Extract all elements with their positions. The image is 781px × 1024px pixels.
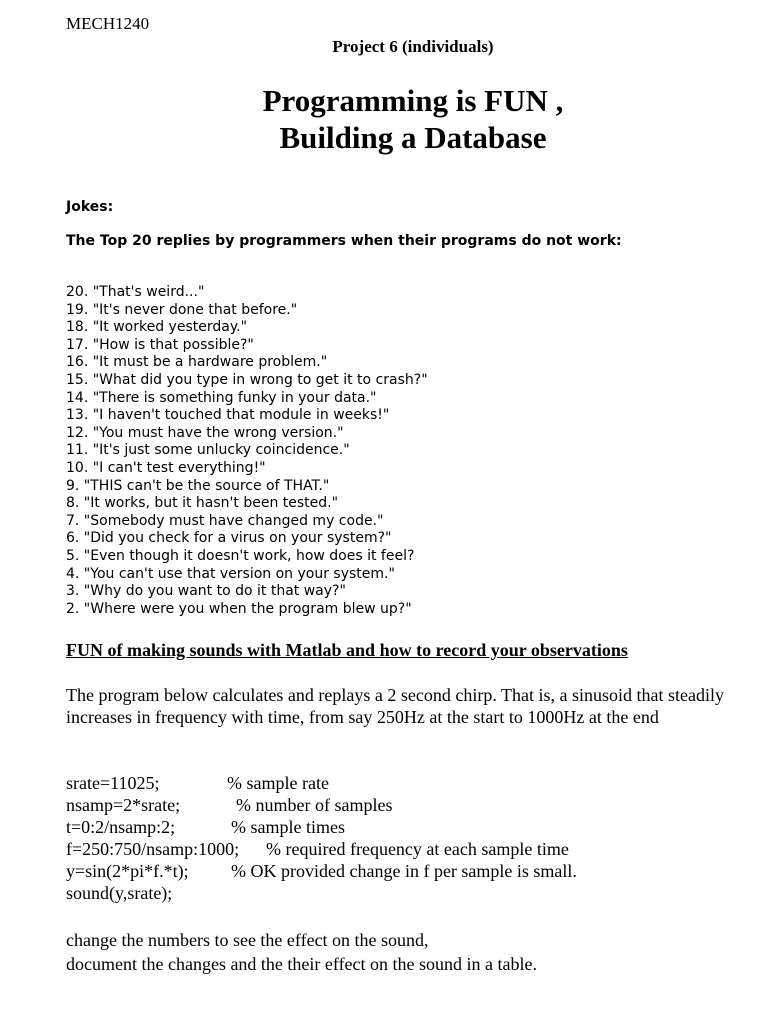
joke-list: [66, 284, 428, 618]
joke-item: 12. "You must have the wrong version.": [66, 424, 344, 441]
code-statement: y=sin(2*pi*f.*t);: [66, 861, 189, 881]
joke-item: 11. "It's just some unlucky coincidence.": [66, 442, 350, 459]
project-line: Project 6 (individuals): [332, 37, 494, 56]
code-statement: srate=11025;: [66, 773, 160, 793]
code-statement: t=0:2/nsamp:2;: [66, 817, 176, 837]
jokes-heading: The Top 20 replies by programmers when their programs do not work:: [66, 233, 622, 249]
joke-item: 20. "That's weird...": [66, 284, 205, 300]
course-code: MECH1240: [66, 14, 150, 33]
intro-paragraph: The program below calculates and replays a 2 second chirp. That is, a sinusoid that steadily increases in frequency with time, from say 250Hz at the start to 1000Hz at the end: [66, 685, 724, 727]
jokes-label: Jokes:: [66, 199, 114, 215]
code-statement: sound(y,srate);: [66, 883, 173, 903]
joke-item: 3. "Why do you want to do it that way?": [66, 583, 346, 600]
joke-item: 4. "You can't use that version on your system.": [66, 565, 395, 582]
title-line-1: Programming is FUN ,: [262, 83, 564, 118]
joke-item: 19. "It's never done that before.": [66, 301, 298, 318]
joke-item: 14. "There is something funky in your data.": [66, 389, 377, 406]
joke-item: 10. "I can't test everything!": [66, 459, 266, 476]
joke-item: 7. "Somebody must have changed my code.": [66, 512, 384, 529]
title-line-2: Building a Database: [279, 120, 547, 155]
code-statement: nsamp=2*srate;: [66, 795, 181, 815]
joke-item: 16. "It must be a hardware problem.": [66, 354, 328, 371]
joke-item: 9. "THIS can't be the source of THAT.": [66, 477, 330, 494]
closing-line-1: change the numbers to see the effect on the sound,: [66, 930, 429, 950]
joke-item: 2. "Where were you when the program blew up?": [66, 600, 412, 617]
joke-item: 13. "I haven't touched that module in weeks!": [66, 407, 390, 424]
joke-item: 8. "It works, but it hasn't been tested.": [66, 495, 339, 512]
joke-item: 17. "How is that possible?": [66, 336, 254, 353]
code-statement: f=250:750/nsamp:1000;: [66, 839, 240, 859]
code-comment: % sample rate: [227, 773, 329, 793]
closing-instructions: [66, 928, 537, 976]
joke-item: 18. "It worked yesterday.": [66, 319, 248, 336]
code-comment: % number of samples: [236, 795, 393, 815]
joke-item: 5. "Even though it doesn't work, how does it feel?: [66, 547, 415, 564]
code-comment: % OK provided change in f per sample is small.: [231, 861, 577, 881]
closing-line-2: document the changes and the their effect on the sound in a table.: [66, 954, 538, 974]
page-title: [0, 82, 781, 156]
joke-item: 6. "Did you check for a virus on your system?": [66, 530, 392, 547]
code-comment: % required frequency at each sample time: [266, 839, 569, 859]
code-comment: % sample times: [231, 817, 345, 837]
matlab-section-heading: FUN of making sounds with Matlab and how to record your observations: [66, 640, 628, 660]
joke-item: 15. "What did you type in wrong to get it to crash?": [66, 371, 428, 388]
